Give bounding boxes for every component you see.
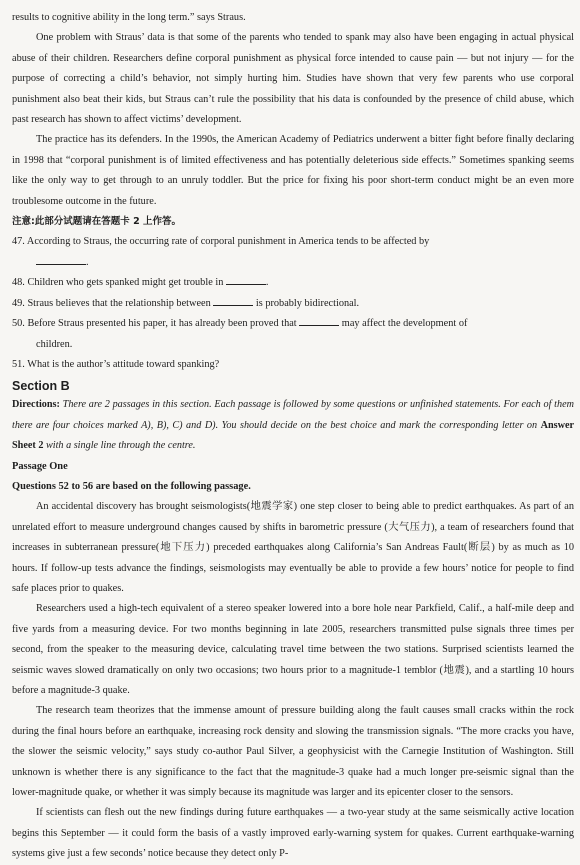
passage-paragraph-2: Researchers used a high-tech equivalent of a stereo speaker lowered into a bore hole near Parkfield, Calif., a half-mile deep and five yards from a measuring device. For two months beginning in late 2005, researchers transmitted pulse signals three times per second, from the speaker to the measuring device, calculating travel time between the two stations. Surprised scientists learned the seismic waves slowed dramatically on only two occasions; two hours prior to a magnitude-1 temblor (地震), and a startling 10 hours before a magnitude-3 quake. bbox=[12, 603, 574, 696]
passage-paragraph-4: If scientists can flesh out the new findings during future earthquakes — a two-year study at the same seismically active location begins this September — it could form the basis of a vastly improved early-warning system for quakes. Current earthquake-warning systems give just a few seconds’ notice because they detect only P- bbox=[12, 807, 574, 860]
question-47-end: . bbox=[86, 256, 89, 268]
question-49-end: is probably bidirectional. bbox=[253, 297, 360, 309]
answer-blank[interactable] bbox=[213, 295, 253, 306]
top-line: results to cognitive ability in the long term.” says Straus. bbox=[12, 12, 246, 23]
passage-paragraph-3: The research team theorizes that the immense amount of pressure building along the fault causes small cracks within the rock during the final hours before an earthquake, increasing rock density and slowing the transmission signals. “The more cracks you have, the slower the seismic velocity,” says study co-author Paul Silver, a geophysicist with the Carnegie Institution of Washington. Still unknown is whether there is any significance to the fact that the magnitude-3 quake had a much longer pre-seismic signal than the lower-magnitude quake, or whether it was simply because its magnitude was larger and its epicenter closer to the sensors. bbox=[12, 705, 574, 799]
question-49-text: 49. Straus believes that the relationship between bbox=[12, 297, 214, 309]
question-48-end: . bbox=[265, 277, 269, 289]
answer-sheet-label: Answer Sheet 2 bbox=[12, 419, 574, 452]
passage-paragraph-1: An accidental discovery has brought seismologists(地震学家) one step closer to being able to predict earthquakes. As part of an unrelated effort to measure underground changes caused by shifts in barometric pressure (大气压力), a team of researchers found that increases in subterranean pressure(地下压力) preceded earthquakes along California’s San Andreas Fault(断层) by as much as 10 hours. If follow-up tests advance the findings, seismologists may eventually be able to provide a few hours’ notice for people to find safe places prior to quakes. bbox=[12, 501, 574, 594]
paragraph-a-2: The practice has its defenders. In the 1990s, the American Academy of Pediatrics underwent a bitter fight before finally declaring in 1998 that “corporal punishment is of limited effectiveness and has potentially deleterious side effects.” Sometimes spanking seems like the only way to get through to an unruly toddler. But the price for fixing his poor short-term conduct might be an even more troublesome outcome in the future. bbox=[12, 134, 574, 207]
question-50-end: may affect the development of bbox=[339, 318, 468, 330]
questions-intro: Questions 52 to 56 are based on the following passage. bbox=[12, 480, 251, 492]
answer-blank[interactable] bbox=[299, 315, 339, 326]
question-50 bbox=[12, 314, 574, 334]
question-48 bbox=[12, 273, 574, 293]
question-49 bbox=[12, 294, 574, 314]
passage-title: Passage One bbox=[12, 460, 68, 472]
directions-end: with a single line through the centre. bbox=[43, 440, 196, 452]
question-47-text: 47. According to Straus, the occurring rate of corporal punishment in America tends to be affected by bbox=[12, 236, 430, 248]
question-48-text: 48. Children who gets spanked might get trouble in bbox=[12, 277, 226, 289]
directions bbox=[12, 395, 574, 456]
question-50-text: 50. Before Straus presented his paper, it has already been proved that bbox=[12, 318, 300, 330]
paragraph-a-1: One problem with Straus’ data is that some of the parents who tended to spank may also have been engaging in actual physical abuse of their children. Researchers define corporal punishment as physical force intended to cause pain — but not injury — for the purpose of correcting a child’s behavior, not simply hurting him. Studies have shown that very few parents who use corporal punishment also beat their kids, but Straus can’t rule the possibility that his data is confounded by the presence of child abuse, which past research has shown to affect victims’ development. bbox=[12, 32, 574, 126]
answer-blank[interactable] bbox=[226, 274, 266, 285]
answer-sheet-note: 注意:此部分试题请在答题卡 2 上作答。 bbox=[12, 216, 182, 228]
answer-blank[interactable] bbox=[36, 254, 86, 265]
section-b-title: Section B bbox=[12, 379, 70, 394]
directions-text: There are 2 passages in this section. Each passage is followed by some questions or unfinished statements. For each of them there are four choices marked A), B), C) and D). You should decide on the best choice and mark the corresponding letter on bbox=[12, 399, 574, 431]
question-51: 51. What is the author’s attitude toward spanking? bbox=[12, 358, 220, 370]
question-47 bbox=[12, 232, 574, 273]
question-50-continued: children. bbox=[36, 338, 73, 350]
question-47-blank-line bbox=[12, 253, 574, 273]
directions-label: Directions: bbox=[12, 399, 60, 411]
